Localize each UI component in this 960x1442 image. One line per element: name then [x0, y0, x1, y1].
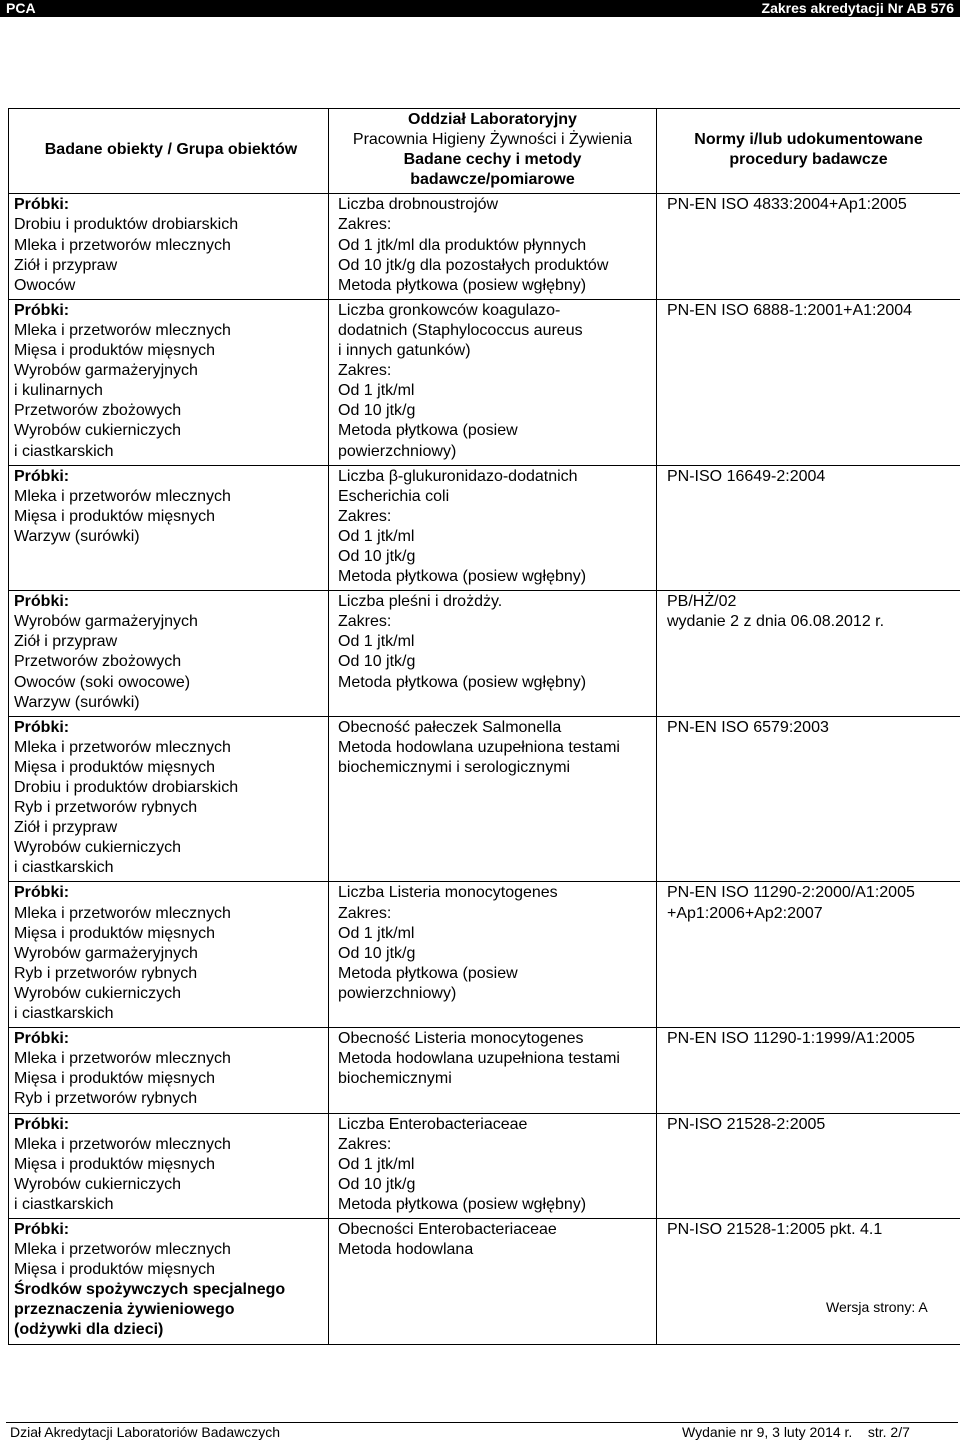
sample-label: Próbki: — [14, 884, 70, 902]
object-line: Owoców — [14, 276, 76, 294]
object-line: Mleka i przetworów mlecznych — [14, 1241, 231, 1259]
method-line: Od 10 jtk/g — [338, 653, 416, 671]
norm-line: wydanie 2 z dnia 06.08.2012 r. — [667, 613, 885, 631]
method-line: Escherichia coli — [338, 487, 450, 505]
method-line: Od 10 jtk/g — [338, 1175, 416, 1193]
sample-label: Próbki: — [14, 1115, 70, 1133]
object-line: Mleka i przetworów mlecznych — [14, 1135, 231, 1153]
object-line: Mleka i przetworów mlecznych — [14, 321, 231, 339]
sample-label: Próbki: — [14, 467, 70, 485]
object-line: Mięsa i produktów mięsnych — [14, 1070, 215, 1088]
dept-title: Oddział Laboratoryjny — [408, 111, 577, 128]
object-line: i ciastkarskich — [14, 1195, 114, 1213]
objects-cell — [9, 465, 329, 591]
method-line: Metoda płytkowa (posiew — [338, 422, 518, 440]
object-line: i ciastkarskich — [14, 859, 114, 877]
object-line: Wyrobów garmażeryjnych — [14, 944, 198, 962]
method-line: Obecność pałeczek Salmonella — [338, 718, 562, 736]
dept-subtitle: Pracownia Higieny Żywności i Żywienia — [352, 131, 633, 149]
col-header-norms: Normy i/lub udokumentowane procedury badawcze — [657, 109, 960, 194]
object-line: i ciastkarskich — [14, 1005, 114, 1023]
dept-cell — [329, 109, 657, 194]
object-line: i kulinarnych — [14, 382, 103, 400]
method-line: Liczba gronkowców koagulazo- — [338, 301, 561, 319]
method-line: Zakres: — [338, 1135, 392, 1153]
col-header-methods-1: Badane cechy i metody — [403, 151, 582, 169]
col-header-objects: Badane obiekty / Grupa obiektów — [9, 109, 329, 194]
table-row — [9, 882, 960, 1028]
footer-edition-page: Wydanie nr 9, 3 luty 2014 r. str. 2/7 — [682, 1424, 910, 1440]
methods-cell — [329, 1218, 657, 1344]
object-line: Warzyw (surówki) — [14, 527, 140, 545]
method-line: dodatnich (Staphylococcus aureus — [338, 321, 583, 339]
table-row — [9, 465, 960, 591]
methods-cell — [329, 299, 657, 465]
method-line: Zakres: — [338, 362, 392, 380]
methods-cell — [329, 1028, 657, 1113]
method-line: biochemicznymi i serologicznymi — [338, 758, 571, 776]
page-header-bar — [0, 0, 960, 17]
object-line: Mięsa i produktów mięsnych — [14, 342, 215, 360]
norms-cell — [657, 299, 960, 465]
method-line: Zakres: — [338, 613, 392, 631]
object-line: i ciastkarskich — [14, 442, 114, 460]
table-row — [9, 1113, 960, 1218]
norms-cell — [657, 591, 960, 717]
footer-department: Dział Akredytacji Laboratoriów Badawczych — [10, 1424, 281, 1440]
norms-cell — [657, 465, 960, 591]
norm-line: PN-EN ISO 4833:2004+Ap1:2005 — [667, 196, 907, 214]
method-line: Metoda płytkowa (posiew wgłębny) — [338, 568, 587, 586]
table-header-row — [9, 109, 960, 194]
page-version-label: Wersja strony: A — [826, 1299, 928, 1315]
object-line: Przetworów zbożowych — [14, 402, 182, 420]
objects-cell — [9, 1113, 329, 1218]
col-header-methods-2: badawcze/pomiarowe — [410, 171, 575, 189]
norm-line: PN-EN ISO 6888-1:2001+A1:2004 — [667, 301, 913, 319]
object-line: Mięsa i produktów mięsnych — [14, 1155, 215, 1173]
sample-label: Próbki: — [14, 1220, 70, 1238]
sample-label: Próbki: — [14, 593, 70, 611]
table-row — [9, 716, 960, 882]
object-line: Wyrobów garmażeryjnych — [14, 362, 198, 380]
norm-line: +Ap1:2006+Ap2:2007 — [667, 904, 823, 922]
object-line: Drobiu i produktów drobiarskich — [14, 779, 239, 796]
method-line: Od 1 jtk/ml — [338, 924, 415, 942]
method-line: Metoda płytkowa (posiew — [338, 964, 518, 982]
object-line: Mleka i przetworów mlecznych — [14, 1050, 231, 1068]
object-line: Ziół i przypraw — [14, 819, 118, 837]
method-line: Metoda płytkowa (posiew wgłębny) — [338, 673, 587, 691]
objects-cell — [9, 1028, 329, 1113]
sample-label: Próbki: — [14, 1030, 70, 1048]
method-line: Metoda płytkowa (posiew wgłębny) — [338, 1195, 587, 1213]
objects-cell — [9, 591, 329, 717]
norm-line: PN-EN ISO 11290-2:2000/A1:2005 — [667, 884, 915, 902]
method-line: biochemicznymi — [338, 1070, 452, 1088]
object-line: Mięsa i produktów mięsnych — [14, 924, 215, 942]
method-line: Od 1 jtk/ml dla produktów płynnych — [338, 236, 587, 254]
header-pca-label: PCA — [6, 0, 36, 16]
table-row — [9, 591, 960, 717]
table-row — [9, 1218, 960, 1344]
method-line: Metoda hodowlana uzupełniona testami — [338, 738, 620, 756]
norms-cell — [657, 716, 960, 882]
method-line: Od 1 jtk/ml — [338, 527, 415, 545]
method-line: Obecność Listeria monocytogenes — [338, 1030, 584, 1048]
header-accreditation-title: Zakres akredytacji Nr AB 576 — [761, 0, 954, 16]
object-line: Środków spożywczych specjalnego — [14, 1281, 286, 1299]
method-line: Od 1 jtk/ml — [338, 382, 415, 400]
method-line: Liczba drobnoustrojów — [338, 196, 499, 214]
method-line: Od 1 jtk/ml — [338, 633, 415, 651]
object-line: Mleka i przetworów mlecznych — [14, 738, 231, 756]
object-line: Mięsa i produktów mięsnych — [14, 507, 215, 525]
method-line: Zakres: — [338, 904, 392, 922]
method-line: Metoda hodowlana uzupełniona testami — [338, 1050, 620, 1068]
object-line: Przetworów zbożowych — [14, 653, 182, 671]
method-line: Od 10 jtk/g dla pozostałych produktów — [338, 256, 609, 274]
object-line: Wyrobów cukierniczych — [14, 839, 182, 857]
norm-line: PN-ISO 21528-1:2005 pkt. 4.1 — [667, 1220, 883, 1238]
method-line: Od 10 jtk/g — [338, 547, 416, 565]
object-line: Mięsa i produktów mięsnych — [14, 1261, 215, 1279]
object-line: Ziół i przypraw — [14, 256, 118, 274]
object-line: Ryb i przetworów rybnych — [14, 1090, 198, 1108]
method-line: Metoda płytkowa (posiew wgłębny) — [338, 276, 587, 294]
objects-cell — [9, 1218, 329, 1344]
methods-cell — [329, 716, 657, 882]
object-line: Wyrobów garmażeryjnych — [14, 613, 198, 631]
footer-divider — [6, 1422, 958, 1423]
method-line: Metoda hodowlana — [338, 1241, 474, 1259]
method-line: Od 10 jtk/g — [338, 402, 416, 420]
object-line: Drobiu i produktów drobiarskich — [14, 216, 239, 234]
object-line: Mięsa i produktów mięsnych — [14, 758, 215, 776]
norms-cell — [657, 882, 960, 1028]
methods-cell — [329, 882, 657, 1028]
method-line: Liczba Enterobacteriaceae — [338, 1115, 528, 1133]
objects-cell — [9, 882, 329, 1028]
sample-label: Próbki: — [14, 718, 70, 736]
norms-cell — [657, 1113, 960, 1218]
object-line: Ryb i przetworów rybnych — [14, 799, 198, 817]
object-line: Mleka i przetworów mlecznych — [14, 236, 231, 254]
method-line: Liczba β-glukuronidazo-dodatnich — [338, 467, 578, 485]
norm-line: PB/HŻ/02 — [667, 593, 737, 611]
norm-line: PN-EN ISO 11290-1:1999/A1:2005 — [667, 1030, 915, 1048]
accreditation-table — [8, 108, 960, 1345]
method-line: powierzchniowy) — [338, 984, 457, 1002]
method-line: Zakres: — [338, 507, 392, 525]
methods-cell — [329, 1113, 657, 1218]
object-line: Owoców (soki owocowe) — [14, 673, 191, 691]
method-line: Od 1 jtk/ml — [338, 1155, 415, 1173]
method-line: powierzchniowy) — [338, 442, 457, 460]
objects-cell — [9, 716, 329, 882]
norms-cell — [657, 1028, 960, 1113]
sample-label: Próbki: — [14, 196, 70, 214]
method-line: Od 10 jtk/g — [338, 944, 416, 962]
norms-cell — [657, 1218, 960, 1344]
table-row — [9, 299, 960, 465]
methods-cell — [329, 465, 657, 591]
object-line: Mleka i przetworów mlecznych — [14, 487, 231, 505]
sample-label: Próbki: — [14, 301, 70, 319]
object-line: Mleka i przetworów mlecznych — [14, 904, 231, 922]
method-line: Obecności Enterobacteriaceae — [338, 1220, 557, 1238]
object-line: Ziół i przypraw — [14, 633, 118, 651]
table-body — [9, 194, 960, 1344]
method-line: Liczba Listeria monocytogenes — [338, 884, 558, 902]
norms-cell — [657, 194, 960, 299]
table-row — [9, 1028, 960, 1113]
method-line: i innych gatunków) — [338, 342, 471, 360]
objects-cell — [9, 194, 329, 299]
methods-cell — [329, 591, 657, 717]
object-line: (odżywki dla dzieci) — [14, 1321, 164, 1339]
methods-cell — [329, 194, 657, 299]
objects-cell — [9, 299, 329, 465]
object-line: przeznaczenia żywieniowego — [14, 1301, 235, 1319]
norm-line: PN-ISO 21528-2:2005 — [667, 1115, 826, 1133]
method-line: Zakres: — [338, 216, 392, 234]
object-line: Ryb i przetworów rybnych — [14, 964, 198, 982]
norm-line: PN-EN ISO 6579:2003 — [667, 718, 829, 736]
method-line: Liczba pleśni i drożdży. — [338, 593, 503, 611]
object-line: Warzyw (surówki) — [14, 693, 140, 711]
object-line: Wyrobów cukierniczych — [14, 984, 182, 1002]
table-row — [9, 194, 960, 299]
norm-line: PN-ISO 16649-2:2004 — [667, 467, 826, 485]
object-line: Wyrobów cukierniczych — [14, 1175, 182, 1193]
object-line: Wyrobów cukierniczych — [14, 422, 182, 440]
